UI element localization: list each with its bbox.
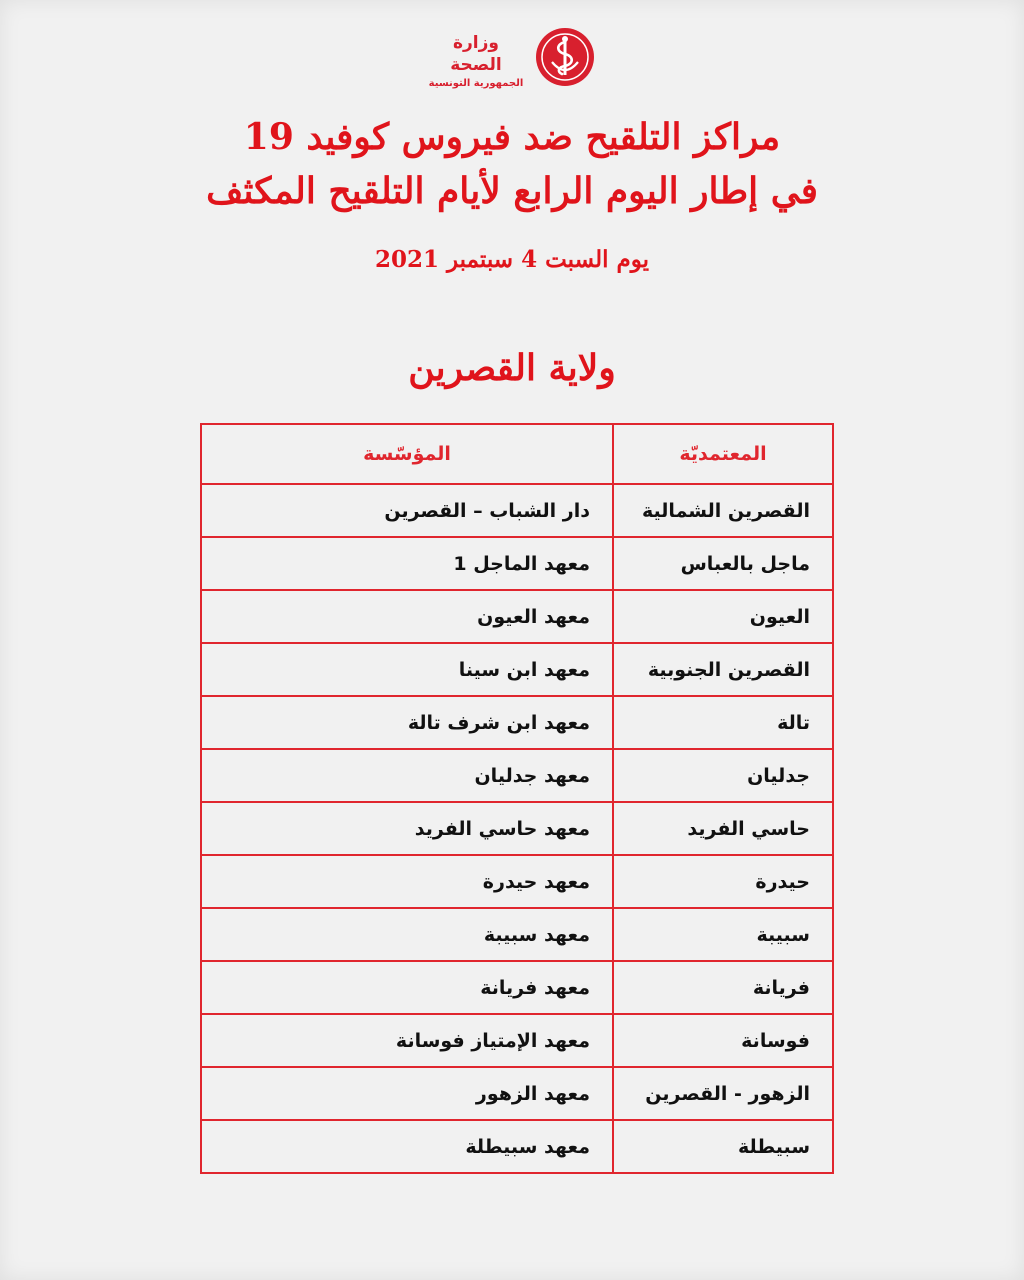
header-delegation: المعتمديّة <box>613 424 833 484</box>
table-row <box>201 537 833 590</box>
institution-cell: معهد الماجل 1 <box>201 537 613 590</box>
delegation-cell: حيدرة <box>613 855 833 908</box>
logo-republic-name: الجمهورية التونسية <box>428 78 524 89</box>
centers-table <box>200 423 834 1174</box>
table-row <box>201 1120 833 1173</box>
table-row <box>201 1014 833 1067</box>
delegation-cell: العيون <box>613 590 833 643</box>
institution-cell: معهد الإمتياز فوسانة <box>201 1014 613 1067</box>
table-row <box>201 802 833 855</box>
institution-cell: دار الشباب – القصرين <box>201 484 613 537</box>
delegation-cell: فريانة <box>613 961 833 1014</box>
table-row <box>201 484 833 537</box>
vaccination-centers-table <box>200 423 832 1174</box>
institution-cell: معهد الزهور <box>201 1067 613 1120</box>
delegation-cell: حاسي الفريد <box>613 802 833 855</box>
institution-cell: معهد ابن شرف تالة <box>201 696 613 749</box>
delegation-cell: فوسانة <box>613 1014 833 1067</box>
table-row <box>201 643 833 696</box>
table-row <box>201 961 833 1014</box>
header-institution: المؤسّسة <box>201 424 613 484</box>
table-row <box>201 908 833 961</box>
delegation-cell: الزهور - القصرين <box>613 1067 833 1120</box>
delegation-cell: القصرين الجنوبية <box>613 643 833 696</box>
institution-cell: معهد ابن سينا <box>201 643 613 696</box>
institution-cell: معهد حاسي الفريد <box>201 802 613 855</box>
institution-cell: معهد سبيبة <box>201 908 613 961</box>
institution-cell: معهد جدليان <box>201 749 613 802</box>
logo-ministry-name: وزارة الصحة <box>450 33 502 75</box>
date-line: يوم السبت 4 سبتمبر 2021 <box>374 246 650 273</box>
delegation-cell: ماجل بالعباس <box>613 537 833 590</box>
institution-cell: معهد سبيطلة <box>201 1120 613 1173</box>
institution-cell: معهد العيون <box>201 590 613 643</box>
table-row <box>201 590 833 643</box>
title-line-2: في إطار اليوم الرابع لأيام التلقيح المكثف <box>206 170 818 212</box>
logo-text <box>426 32 526 92</box>
table-row <box>201 696 833 749</box>
delegation-cell: القصرين الشمالية <box>613 484 833 537</box>
table-row <box>201 749 833 802</box>
institution-cell: معهد حيدرة <box>201 855 613 908</box>
ministry-emblem-icon <box>534 26 596 88</box>
delegation-cell: جدليان <box>613 749 833 802</box>
table-row <box>201 1067 833 1120</box>
ministry-logo <box>430 26 596 88</box>
region-title: ولاية القصرين <box>408 347 616 389</box>
title-line-1: مراكز التلقيح ضد فيروس كوفيد 19 <box>243 116 781 158</box>
delegation-cell: سبيطلة <box>613 1120 833 1173</box>
delegation-cell: تالة <box>613 696 833 749</box>
table-row <box>201 855 833 908</box>
table-header-row <box>201 424 833 484</box>
delegation-cell: سبيبة <box>613 908 833 961</box>
institution-cell: معهد فريانة <box>201 961 613 1014</box>
